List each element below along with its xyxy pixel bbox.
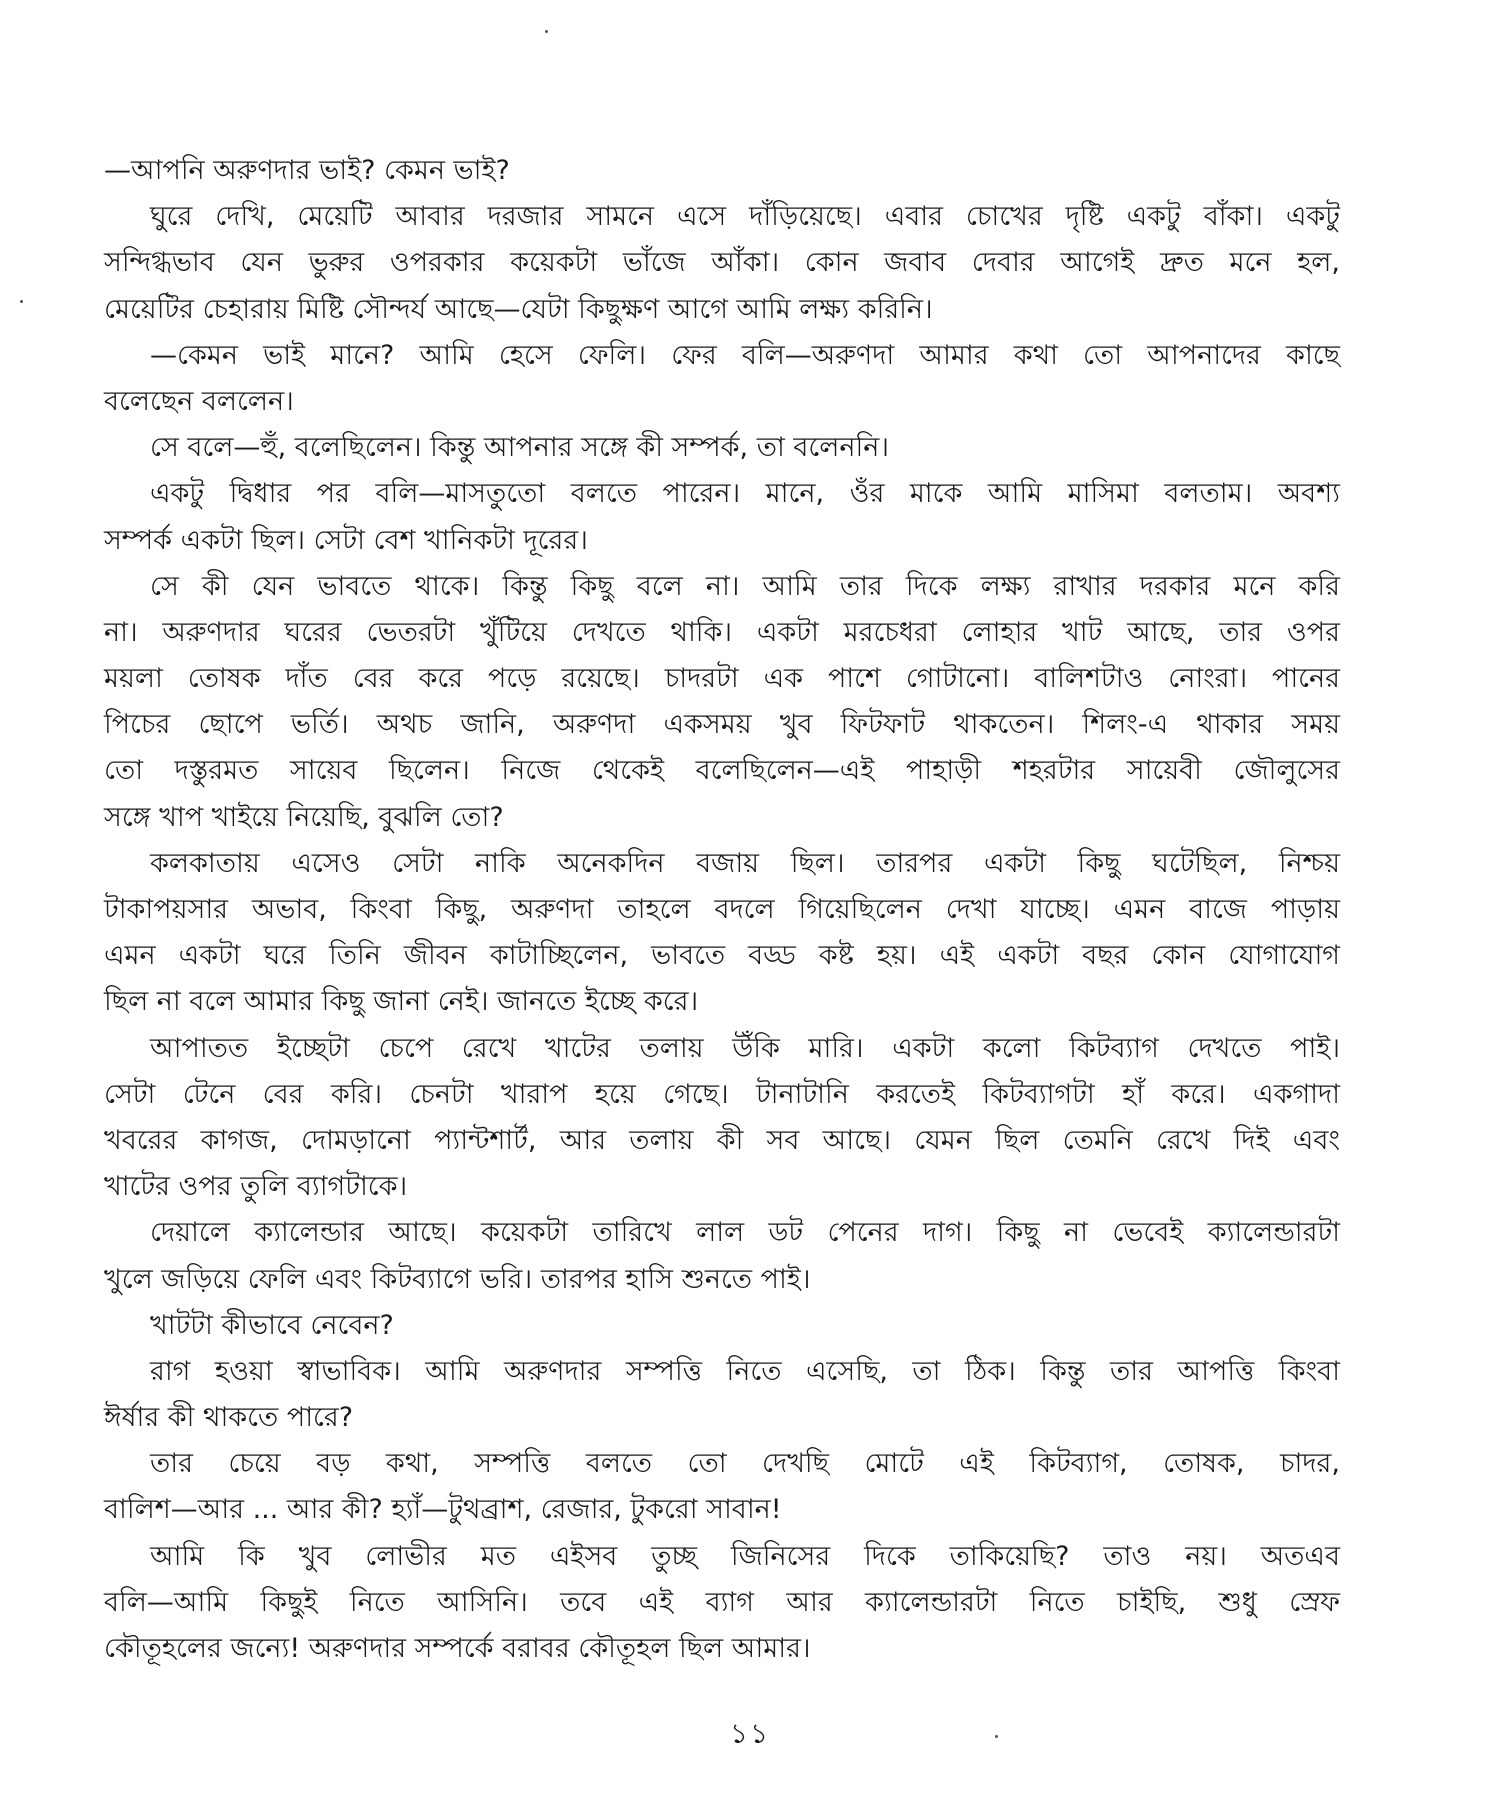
text-line: বলি—আমি কিছুই নিতে আসিনি। তবে এই ব্যাগ আর ক্যালেন্ডারটা নিতে চাইছি, শুধু স্রেফ: [104, 1586, 1340, 1618]
body-text: [104, 148, 1340, 1672]
scan-speck: [545, 30, 548, 33]
text-line: পিচের ছোপে ভর্তি। অথচ জানি, অরুণদা একসময় খুব ফিটফাট থাকতেন। শিলং-এ থাকার সময়: [104, 709, 1340, 741]
text-line: তো দস্তুরমত সায়েব ছিলেন। নিজে থেকেই বলেছিলেন—এই পাহাড়ী শহরটার সায়েবী জৌলুসের: [104, 755, 1340, 787]
page-number: ১১: [729, 1717, 771, 1750]
text-line: দেয়ালে ক্যালেন্ডার আছে। কয়েকটা তারিখে লাল ডট পেনের দাগ। কিছু না ভেবেই ক্যালেন্ডারটা: [150, 1217, 1340, 1249]
text-line: বালিশ—আর ... আর কী? হ্যাঁ—টুথব্রাশ, রেজার, টুকরো সাবান!: [104, 1494, 782, 1526]
text-line: আমি কি খুব লোভীর মত এইসব তুচ্ছ জিনিসের দিকে তাকিয়েছি? তাও নয়। অতএব: [150, 1540, 1340, 1572]
text-line: এমন একটা ঘরে তিনি জীবন কাটাচ্ছিলেন, ভাবতে বড্ড কষ্ট হয়। এই একটা বছর কোন যোগাযোগ: [104, 940, 1340, 972]
text-line: সেটা টেনে বের করি। চেনটা খারাপ হয়ে গেছে। টানাটানি করতেই কিটব্যাগটা হাঁ করে। একগাদা: [104, 1078, 1340, 1110]
text-line: সন্দিগ্ধভাব যেন ভুরুর ওপরকার কয়েকটা ভাঁজে আঁকা। কোন জবাব দেবার আগেই দ্রুত মনে হল,: [104, 247, 1340, 279]
text-line: ছিল না বলে আমার কিছু জানা নেই। জানতে ইচ্ছে করে।: [104, 986, 699, 1018]
text-line: মেয়েটির চেহারায় মিষ্টি সৌন্দর্য আছে—যেটা কিছুক্ষণ আগে আমি লক্ষ্য করিনি।: [104, 293, 933, 325]
text-line: একটু দ্বিধার পর বলি—মাসতুতো বলতে পারেন। মানে, ওঁর মাকে আমি মাসিমা বলতাম। অবশ্য: [150, 478, 1340, 510]
text-line: আপাতত ইচ্ছেটা চেপে রেখে খাটের তলায় উঁকি মারি। একটা কলো কিটব্যাগ দেখতে পাই।: [150, 1032, 1340, 1064]
text-line: কলকাতায় এসেও সেটা নাকি অনেকদিন বজায় ছিল। তারপর একটা কিছু ঘটেছিল, নিশ্চয়: [150, 847, 1340, 879]
text-line: বলেছেন বললেন।: [104, 385, 294, 417]
text-line: সে বলে—হুঁ, বলেছিলেন। কিন্তু আপনার সঙ্গে কী সম্পর্ক, তা বলেননি।: [150, 432, 890, 464]
text-line: খুলে জড়িয়ে ফেলি এবং কিটব্যাগে ভরি। তারপর হাসি শুনতে পাই।: [104, 1263, 811, 1295]
text-line: সঙ্গে খাপ খাইয়ে নিয়েছি, বুঝলি তো?: [104, 801, 504, 833]
text-line: খবরের কাগজ, দোমড়ানো প্যান্টশার্ট, আর তলায় কী সব আছে। যেমন ছিল তেমনি রেখে দিই এবং: [104, 1124, 1340, 1156]
text-line: কৌতূহলের জন্যে! অরুণদার সম্পর্কে বরাবর কৌতূহল ছিল আমার।: [104, 1633, 811, 1664]
text-line: ঘুরে দেখি, মেয়েটি আবার দরজার সামনে এসে দাঁড়িয়েছে। এবার চোখের দৃষ্টি একটু বাঁকা। একটু: [150, 201, 1340, 233]
text-line: —আপনি অরুণদার ভাই? কেমন ভাই?: [104, 155, 510, 186]
text-line: সে কী যেন ভাবতে থাকে। কিন্তু কিছু বলে না। আমি তার দিকে লক্ষ্য রাখার দরকার মনে করি: [150, 570, 1340, 602]
text-line: সম্পর্ক একটা ছিল। সেটা বেশ খানিকটা দূরের।: [104, 524, 588, 556]
scan-speck: [995, 1735, 998, 1738]
text-line: —কেমন ভাই মানে? আমি হেসে ফেলি। ফের বলি—অরুণদা আমার কথা তো আপনাদের কাছে: [150, 339, 1340, 371]
text-line: তার চেয়ে বড় কথা, সম্পত্তি বলতে তো দেখছি মোটে এই কিটব্যাগ, তোষক, চাদর,: [150, 1448, 1340, 1480]
scan-speck: [20, 300, 23, 303]
text-line: রাগ হওয়া স্বাভাবিক। আমি অরুণদার সম্পত্তি নিতে এসেছি, তা ঠিক। কিন্তু তার আপত্তি কিংবা: [150, 1355, 1340, 1387]
text-line: টাকাপয়সার অভাব, কিংবা কিছু, অরুণদা তাহলে বদলে গিয়েছিলেন দেখা যাচ্ছে। এমন বাজে পাড়ায়: [104, 894, 1340, 925]
text-line: খাটের ওপর তুলি ব্যাগটাকে।: [104, 1171, 408, 1203]
text-line: ঈর্ষার কী থাকতে পারে?: [104, 1402, 354, 1434]
text-line: ময়লা তোষক দাঁত বের করে পড়ে রয়েছে। চাদরটা এক পাশে গোটানো। বালিশটাও নোংরা। পানের: [104, 663, 1340, 695]
text-line: খাটটা কীভাবে নেবেন?: [150, 1309, 394, 1341]
text-line: না। অরুণদার ঘরের ভেতরটা খুঁটিয়ে দেখতে থাকি। একটা মরচেধরা লোহার খাট আছে, তার ওপর: [104, 616, 1340, 648]
